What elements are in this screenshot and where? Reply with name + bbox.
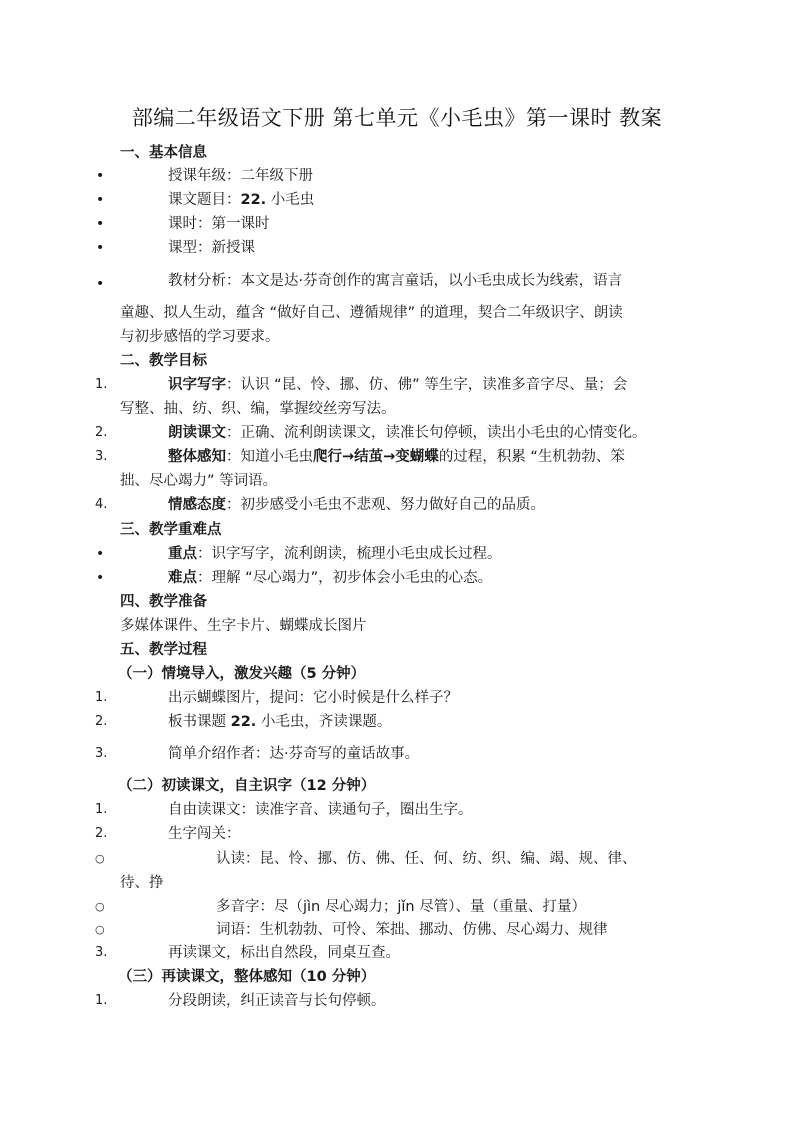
item-value: 二年级下册: [240, 168, 313, 184]
item-label: 课型：: [168, 240, 212, 256]
item-number: 3.: [95, 945, 108, 960]
item-value: ：初步感受小毛虫不悲观、努力做好自己的品质。: [226, 497, 545, 513]
bullet-icon: •: [96, 570, 105, 586]
item-value: 第一课时: [211, 216, 270, 232]
item-number: 1.: [95, 377, 108, 392]
item-value: ：正确、流利朗读课文，读准长句停顿，读出小毛虫的心情变化。: [226, 425, 647, 441]
bullet-icon: •: [96, 276, 105, 292]
item-label: 识字写字: [168, 377, 226, 393]
bullet-icon: •: [96, 546, 105, 562]
item-value-bold: 22.: [240, 192, 267, 208]
item-number: 1.: [95, 802, 108, 817]
item-value: ：认识 “昆、怜、挪、仿、佛” 等生字，读准多音字尽、量；会: [226, 377, 628, 393]
item-number: 3.: [95, 449, 108, 464]
bullet-icon: •: [96, 192, 105, 208]
document-page: 部编二年级语文下册 第七单元《小毛虫》第一课时 教案 一、基本信息 • 授课年级：二年级下册 • 课文题目：22. 小毛虫 • 课时：第一课时 • 课型：新授课 • 教材分析：本文是达·芬奇创作的寓言童话，以小毛虫成长为线索，语言 童趣、拟人生动，蕴含 “做好自己、遵循规律” 的道理，契合二年级识字、朗读 与初步感悟的学习要求。 二、教学目标 1. 识字写字：认识 “昆、怜、挪、仿、佛” 等生字，读准多音字尽、量；会 写整、抽、纺、织、编，掌握绞丝旁写法。 2. 朗读课文：正确、流利朗读课文，读准长句停顿，读出小毛虫的心情变化。 3. 整体感知：知道小毛虫爬行→结茧→变蝴蝶的过程，积累 “生机勃勃、笨 拙、尽心竭力” 等词语。 4. 情感态度：初步感受小毛虫不悲观、努力做好自己的品质。 三、教学重难点 • 重点：识字写字，流利朗读，梳理小毛虫成长过程。 • 难点：理解 “尽心竭力”，初步体会小毛虫的心态。 四、教学准备 多媒体课件、生字卡片、蝴蝶成长图片 五、教学过程 （一）情境导入，激发兴趣（5 分钟） 1. 出示蝴蝶图片，提问：它小时候是什么样子？ 2. 板书课题 22. 小毛虫，齐读课题。 3. 简单介绍作者：达·芬奇写的童话故事。 （二）初读课文，自主识字（12 分钟） 1. 自由读课文：读准字音、读通句子，圈出生字。 2. 生字闯关： ○ 认读：昆、怜、挪、仿、佛、任、何、纺、织、编、竭、规、律、 待、挣 ○ 多音字：尽（jìn 尽心竭力；jǐn 尽管）、量（重量、打量） ○ 词语：生机勃勃、可怜、笨拙、挪动、仿佛、尽心竭力、规律 3. 再读课文，标出自然段，同桌互查。 （三）再读课文，整体感知（10 分钟） 1. 分段朗读，纠正读音与长句停顿。: [0, 0, 794, 1123]
section-heading: 五、教学过程: [120, 642, 207, 658]
item-label: 朗读课文: [168, 425, 226, 441]
item-label: 教材分析：: [168, 273, 241, 289]
item-label: 难点: [168, 570, 197, 586]
document-title: 部编二年级语文下册 第七单元《小毛虫》第一课时 教案: [131, 106, 663, 130]
item-value: 新授课: [211, 240, 255, 256]
circle-bullet-icon: ○: [95, 900, 105, 913]
item-label: 整体感知: [168, 449, 226, 465]
bullet-icon: •: [96, 240, 105, 256]
section-heading: 二、教学目标: [120, 353, 207, 369]
item-value: ：理解 “尽心竭力”，初步体会小毛虫的心态。: [197, 570, 493, 586]
section-heading: 三、教学重难点: [120, 522, 222, 538]
bullet-icon: •: [96, 216, 105, 232]
growth-process: 爬行→结茧→变蝴蝶: [313, 449, 439, 465]
circle-bullet-icon: ○: [95, 923, 105, 936]
item-label: 课时：: [168, 216, 212, 232]
item-number: 4.: [95, 497, 108, 512]
item-label: 情感态度: [168, 497, 226, 513]
circle-bullet-icon: ○: [95, 852, 105, 865]
item-number: 2.: [95, 425, 108, 440]
item-label: 授课年级：: [168, 168, 241, 184]
item-number: 1.: [95, 690, 108, 705]
item-value: 本文是达·芬奇创作的寓言童话，以小毛虫成长为线索，语言: [240, 273, 623, 289]
item-label: 重点: [168, 546, 197, 562]
item-number: 2.: [95, 714, 108, 729]
section-heading: 四、教学准备: [120, 594, 207, 610]
item-value: 小毛虫: [266, 192, 315, 208]
item-number: 3.: [95, 746, 108, 761]
item-value: ：识字写字，流利朗读，梳理小毛虫成长过程。: [197, 546, 502, 562]
item-number: 2.: [95, 826, 108, 841]
item-label: 课文题目：: [168, 192, 241, 208]
item-number: 1.: [95, 993, 108, 1008]
bullet-icon: •: [96, 168, 105, 184]
section-heading: 一、基本信息: [120, 145, 207, 161]
